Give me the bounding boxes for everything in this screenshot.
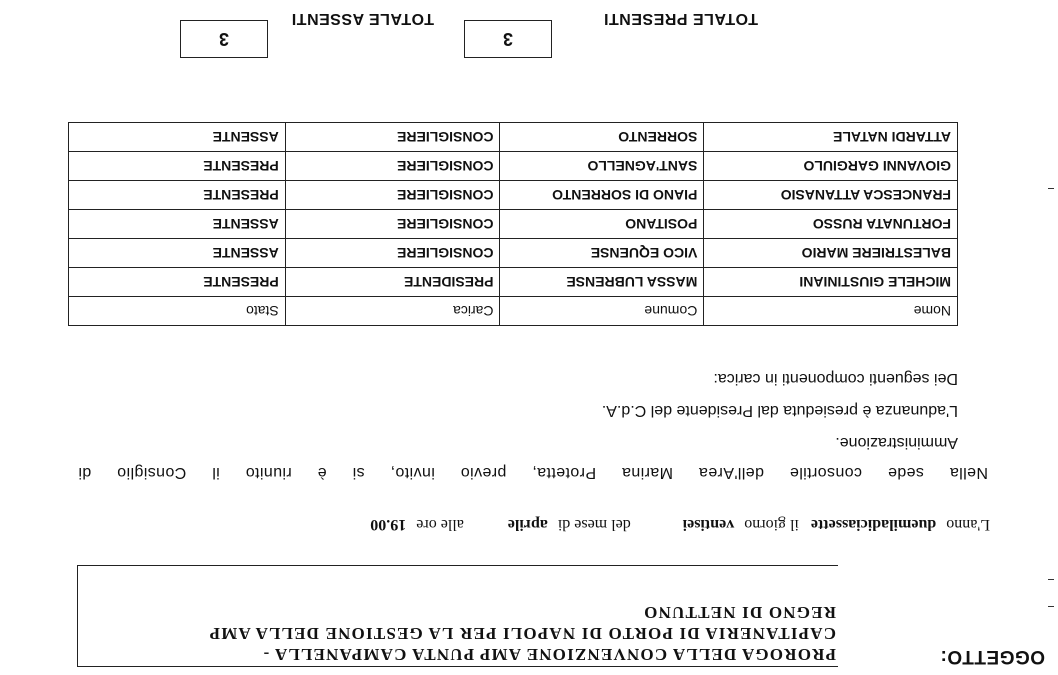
totale-presenti-value: 3 [503, 29, 514, 50]
totale-assenti-box [180, 20, 268, 58]
presidenza-paragraph: L'adunanza è presieduta dal Presidente del C.d.A. [601, 402, 958, 419]
cell-nome: ATTARDI NATALE [704, 123, 958, 152]
scan-mark [1048, 606, 1054, 607]
cell-carica: PRESIDENTE [285, 268, 500, 297]
cell-carica: CONSIGLIERE [285, 152, 500, 181]
ora-prefix: alle ore [416, 516, 464, 533]
cell-carica: CONSIGLIERE [285, 239, 500, 268]
cell-comune: VICO EQUENSE [500, 239, 704, 268]
cell-stato: PRESENTE [69, 181, 286, 210]
table-row [69, 210, 958, 239]
anno-value: duemiladiciassette [810, 516, 937, 533]
cell-nome: GIOVANNI GARGIULO [704, 152, 958, 181]
componenti-intro: Dei seguenti componenti in carica: [713, 370, 958, 387]
cell-carica: CONSIGLIERE [285, 181, 500, 210]
totale-assenti-value: 3 [219, 29, 230, 50]
cell-comune: PIANO DI SORRENTO [500, 181, 704, 210]
cell-stato: PRESENTE [69, 268, 286, 297]
mese-prefix: del mese di [557, 516, 631, 533]
header-stato: Stato [69, 297, 286, 326]
oggetto-subject [76, 602, 836, 665]
cell-stato: ASSENTE [69, 123, 286, 152]
cell-comune: POSITANO [500, 210, 704, 239]
cell-stato: ASSENTE [69, 210, 286, 239]
cell-comune: MASSA LUBRENSE [500, 268, 704, 297]
scan-mark [1048, 579, 1054, 580]
scan-mark [1048, 188, 1054, 189]
cell-nome: MICHELE GIUSTINIANI [704, 268, 958, 297]
header-nome: Nome [704, 297, 958, 326]
totale-assenti-label: TOTALE ASSENTI [291, 10, 434, 27]
cell-carica: CONSIGLIERE [285, 123, 500, 152]
table-row [69, 152, 958, 181]
sede-paragraph-line2: Amministrazione. [835, 434, 958, 451]
header-comune: Comune [500, 297, 704, 326]
header-carica: Carica [285, 297, 500, 326]
table-row [69, 268, 958, 297]
cell-stato: PRESENTE [69, 152, 286, 181]
cell-nome: FRANCESCA ATTANASIO [704, 181, 958, 210]
table-row [69, 239, 958, 268]
sede-paragraph-line1: Nella sede consortile dell'Area Marina Protetta, previo invito, si è riunito il Consiglio di [78, 464, 988, 481]
table-row [69, 181, 958, 210]
giorno-prefix: il giorno [744, 516, 799, 533]
cell-comune: SORRENTO [500, 123, 704, 152]
componenti-table [68, 122, 958, 326]
cell-stato: ASSENTE [69, 239, 286, 268]
oggetto-label: OGGETTO: [940, 646, 1045, 667]
table-row [69, 123, 958, 152]
cell-comune: SANT'AGNELLO [500, 152, 704, 181]
mese-value: aprile [507, 516, 548, 533]
oggetto-line-3: REGNO DI NETTUNO [642, 603, 836, 622]
totale-presenti-label: TOTALE PRESENTI [603, 10, 758, 27]
oggetto-line-1: PROROGA DELLA CONVENZIONE AMP PUNTA CAMPANELLA - [262, 645, 836, 664]
cell-nome: BALESTRIERE MARIO [704, 239, 958, 268]
anno-prefix: L'anno [946, 516, 990, 533]
totale-presenti-box [464, 20, 552, 58]
giorno-value: ventisei [682, 516, 735, 533]
oggetto-line-2: CAPITANERIA DI PORTO DI NAPOLI PER LA GESTIONE DELLA AMP [208, 624, 836, 643]
cell-nome: FORTUNATA RUSSO [704, 210, 958, 239]
ora-value: 19.00 [370, 516, 407, 533]
cell-carica: CONSIGLIERE [285, 210, 500, 239]
meeting-date-line [70, 515, 990, 533]
table-header-row [69, 297, 958, 326]
